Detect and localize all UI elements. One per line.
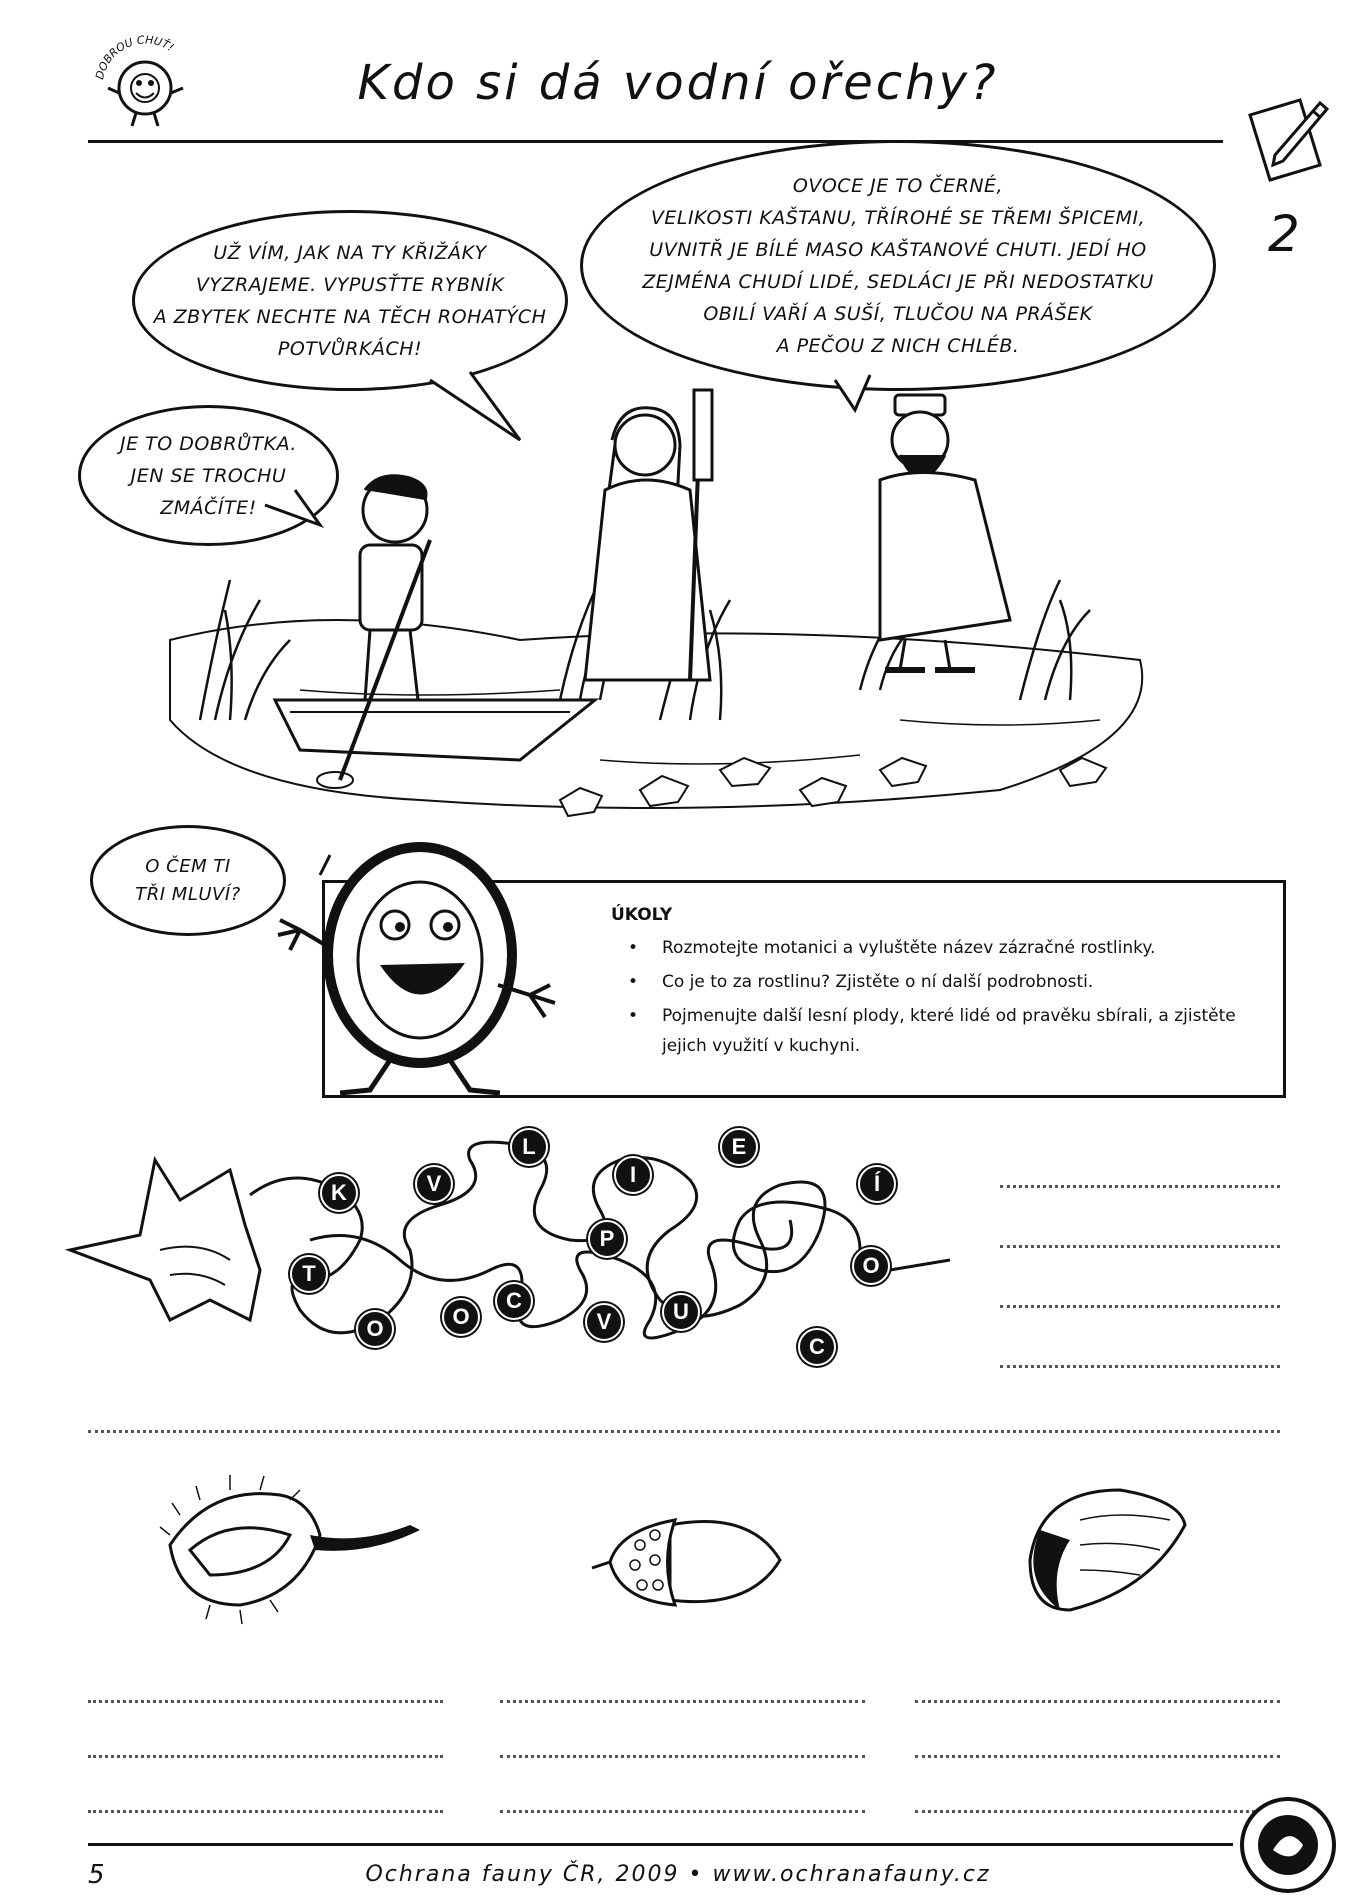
acorn-drawing [580, 1490, 800, 1630]
answer-line[interactable] [88, 1700, 443, 1703]
speech-bubble-knight: UŽ VÍM, JAK NA TY KŘIŽÁKY VYZRAJEME. VYPUSŤTE RYBNÍK A ZBYTEK NECHTE NA TĚCH ROHATÝCH POTVŮRKÁCH! [132, 210, 568, 391]
answer-line[interactable] [1000, 1185, 1280, 1188]
answer-line[interactable] [915, 1810, 1280, 1813]
footer-credit: Ochrana fauny ČR, 2009 • www.ochranafauny.cz [365, 1862, 991, 1887]
puzzle-letter: V [415, 1165, 453, 1203]
ochrana-fauny-badge [1238, 1795, 1338, 1895]
task-item: • Rozmotejte motanici a vyluštěte název zázračné rostlinky. [650, 933, 1250, 963]
answer-line[interactable] [500, 1755, 865, 1758]
puzzle-letter: U [662, 1293, 700, 1331]
puzzle-letter: C [798, 1328, 836, 1366]
task-item: • Pojmenujte další lesní plody, které lidé od pravěku sbírali, a zjistěte jejich využití v kuchyni. [650, 1001, 1250, 1061]
page-title: Kdo si dá vodní ořechy? [357, 55, 999, 111]
answer-line[interactable] [88, 1755, 443, 1758]
page-number: 5 [88, 1860, 107, 1890]
speech-bubble-scholar: OVOCE JE TO ČERNÉ, VELIKOSTI KAŠTANU, TŘÍROHÉ SE TŘEMI ŠPICEMI, UVNITŘ JE BÍLÉ MASO KAŠTANOVÉ CHUTI. JEDÍ HO ZEJMÉNA CHUDÍ LIDÉ, SEDLÁCI JE PŘI NEDOSTATKU OBILÍ VAŘÍ A SUŠÍ, TLUČOU NA PRÁŠEK A PEČOU Z NICH CHLÉB. [580, 140, 1216, 391]
answer-line[interactable] [88, 1810, 443, 1813]
task-item: • Co je to za rostlinu? Zjistěte o ní další podrobnosti. [650, 967, 1250, 997]
worksheet-number: 2 [1268, 205, 1301, 263]
hazelnut-drawing [1000, 1470, 1200, 1640]
puzzle-letter: O [356, 1310, 394, 1348]
puzzle-letter: Í [858, 1165, 896, 1203]
puzzle-letter: K [320, 1174, 358, 1212]
speech-bubble-boy: JE TO DOBRŮTKA. JEN SE TROCHU ZMÁČÍTE! [78, 405, 339, 546]
tasks-heading: ÚKOLY [611, 905, 673, 925]
answer-line[interactable] [88, 1430, 1280, 1433]
puzzle-letter: T [290, 1255, 328, 1293]
puzzle-letter: P [588, 1220, 626, 1258]
answer-line[interactable] [1000, 1305, 1280, 1308]
logo-text: DOBROU CHUŤ! [93, 33, 177, 81]
answer-line[interactable] [500, 1810, 865, 1813]
tasks-list [650, 933, 1250, 1065]
answer-line[interactable] [500, 1700, 865, 1703]
puzzle-letter: E [720, 1128, 758, 1166]
puzzle-letter: V [585, 1303, 623, 1341]
puzzle-letter: O [442, 1298, 480, 1336]
answer-line[interactable] [1000, 1365, 1280, 1368]
answer-line[interactable] [1000, 1245, 1280, 1248]
tangle-puzzle [60, 1120, 960, 1360]
answer-line[interactable] [915, 1700, 1280, 1703]
puzzle-letter: I [614, 1156, 652, 1194]
water-chestnut-drawing [70, 1160, 260, 1320]
puzzle-letter: O [852, 1247, 890, 1285]
chestnut-drawing [150, 1455, 450, 1655]
mascot-illustration [270, 835, 580, 1105]
speech-bubble-mascot: O ČEM TI TŘI MLUVÍ? [90, 825, 286, 936]
puzzle-letter: L [510, 1128, 548, 1166]
footer-rule [88, 1843, 1233, 1846]
puzzle-letter: C [495, 1282, 533, 1320]
answer-line[interactable] [915, 1755, 1280, 1758]
pond-scene-illustration [0, 0, 1356, 830]
